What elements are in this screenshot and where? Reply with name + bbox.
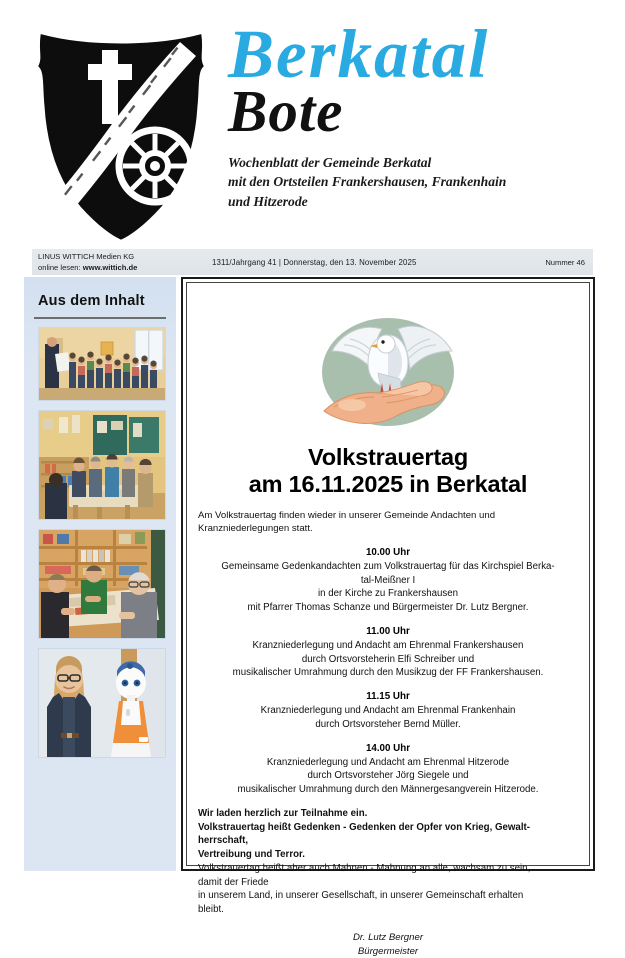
peace-dove-illustration	[198, 311, 578, 438]
closing-line: Volkstrauertag heißt aber auch Mahnen - Mahnung an alle, wachsam zu sein,	[198, 862, 531, 874]
publication-info-bar	[32, 249, 593, 275]
sidebar-title-underline	[34, 317, 166, 319]
online-read-label: online lesen:	[38, 262, 83, 272]
schedule-time: 11.00 Uhr	[366, 626, 410, 637]
schedule-line: mit Pfarrer Thomas Schanze und Bürgermeister Dr. Lutz Bergner.	[247, 602, 529, 614]
publisher-name: LINUS WITTICH Medien KG	[38, 252, 135, 261]
closing-line: damit der Friede	[198, 876, 269, 888]
masthead-subtitle-line1: Wochenblatt der Gemeinde Berkatal	[228, 154, 432, 170]
masthead-subtitle-line2: mit den Ortsteilen Frankershausen, Frankenhain	[228, 174, 507, 190]
masthead	[0, 0, 625, 243]
masthead-subtitle	[228, 153, 600, 212]
online-read-line	[38, 263, 188, 274]
newspaper-title-primary: Berkatal	[228, 16, 490, 92]
closing-line: bleibt.	[198, 904, 224, 916]
schedule-description	[198, 560, 578, 615]
closing-line: in unserem Land, in unserer Gesellschaft, in unserer Gemeinschaft erhalten	[198, 890, 524, 902]
schedule-description	[198, 639, 578, 680]
schedule-time: 14.00 Uhr	[365, 742, 411, 754]
main-article-inner	[186, 282, 590, 957]
schedule-block	[198, 690, 578, 731]
article-headline-line1: Volkstrauertag	[307, 444, 468, 470]
schedule-list	[198, 546, 578, 797]
masthead-titles	[228, 16, 600, 211]
signature-role: Bürgermeister	[357, 945, 419, 957]
schedule-line: Gemeinsame Gedenkandachten zum Volkstrauertag für das Kirchspiel Berka-	[221, 560, 555, 572]
article-signature	[198, 931, 578, 958]
closing-line: Vertreibung und Terror.	[198, 849, 305, 861]
main-article-frame	[181, 277, 595, 957]
article-headline	[198, 444, 578, 498]
infobar-divider	[32, 275, 593, 276]
sidebar-thumbnail-list	[38, 327, 164, 767]
schedule-line: tal-Meißner I	[360, 574, 416, 586]
schedule-line: durch Ortsvorsteher Jörg Siegele und	[307, 770, 469, 782]
thumb-bastelrunde[interactable]	[38, 529, 166, 639]
schedule-block	[198, 625, 578, 680]
schedule-line: musikalischer Umrahmung durch den Männergesangverein Hitzerode.	[237, 784, 539, 796]
issue-number: Nummer 46	[545, 258, 585, 267]
signature-name: Dr. Lutz Bergner	[352, 931, 424, 943]
masthead-subtitle-line3: und Hitzerode	[228, 193, 308, 209]
schedule-time: 10.00 Uhr	[365, 547, 411, 559]
article-headline-line2: am 16.11.2025 in Berkatal	[248, 470, 528, 497]
schedule-description	[198, 756, 578, 797]
thumb-frau-mit-roboter[interactable]	[38, 648, 166, 758]
schedule-line: in der Kirche zu Frankershausen	[317, 588, 458, 600]
schedule-line: durch Ortsvorsteher Bernd Müller.	[315, 718, 461, 730]
schedule-line: musikalischer Umrahmung durch den Musikzug der FF Frankershausen.	[232, 667, 544, 679]
schedule-block	[198, 742, 578, 797]
publisher-info	[38, 252, 188, 274]
article-closing-text	[198, 807, 578, 917]
schedule-line: Kranzniederlegung und Andacht am Ehrenmal Frankenhain	[260, 705, 516, 717]
schedule-description	[198, 704, 578, 732]
coat-of-arms-icon	[30, 28, 212, 243]
publisher-website-link[interactable]: www.wittich.de	[82, 262, 138, 272]
article-lead-paragraph: Am Volkstrauertag finden wieder in unserer Gemeinde Andachten und Kranzniederlegungen statt.	[198, 509, 496, 534]
closing-line: Volkstrauertag heißt Gedenken - Gedenken der Opfer von Krieg, Gewalt-	[198, 821, 530, 833]
schedule-line: durch Ortsvorsteherin Elfi Schreiber und	[301, 653, 475, 665]
newspaper-title-secondary: Bote	[228, 77, 344, 144]
schedule-line: Kranzniederlegung und Andacht am Ehrenmal Frankershausen	[252, 639, 524, 651]
schedule-time: 11.15 Uhr	[366, 691, 410, 703]
sidebar-aus-dem-inhalt	[24, 277, 176, 871]
issue-date-line: 1311/Jahrgang 41 | Donnerstag, den 13. November 2025	[212, 258, 417, 267]
schedule-line: Kranzniederlegung und Andacht am Ehrenmal Hitzerode	[266, 756, 510, 768]
schedule-block	[198, 546, 578, 615]
sidebar-title: Aus dem Inhalt	[38, 293, 145, 309]
thumb-kindergruppe[interactable]	[38, 327, 166, 401]
thumb-gemeinschaftsraum[interactable]	[38, 410, 166, 520]
closing-line: herrschaft,	[198, 835, 249, 847]
closing-line: Wir laden herzlich zur Teilnahme ein.	[198, 807, 368, 819]
